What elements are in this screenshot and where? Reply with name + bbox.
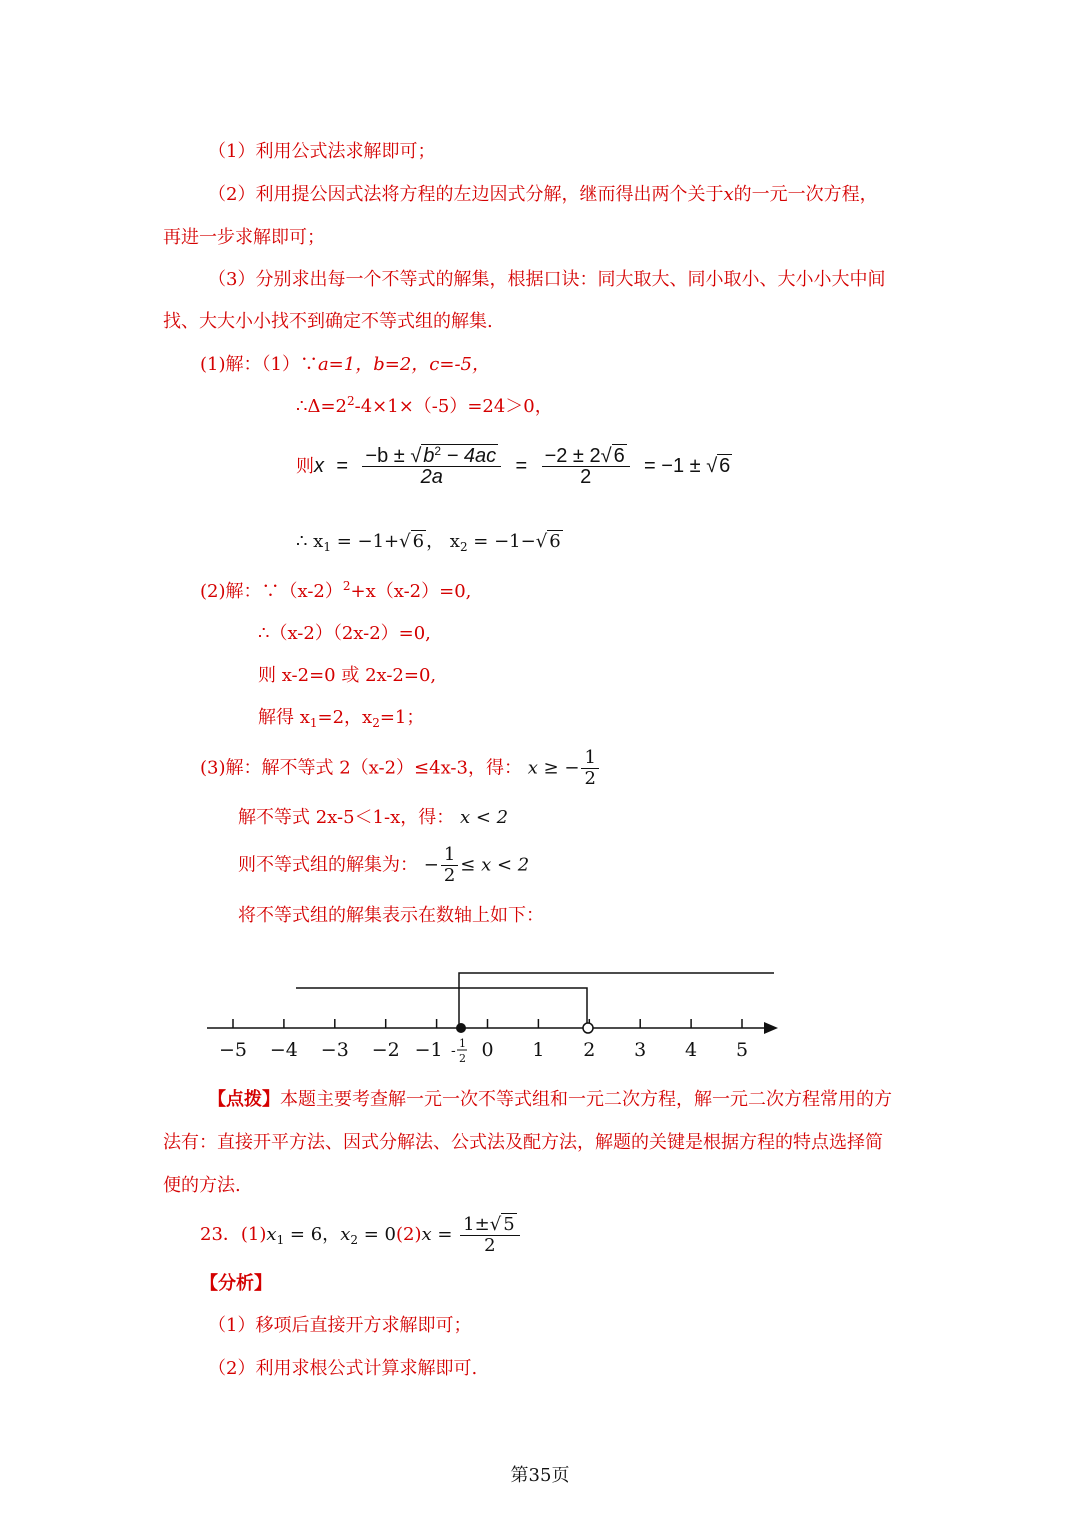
q23-val-2: = 0 <box>357 1224 396 1245</box>
half-label-sign: - <box>451 1043 456 1059</box>
sol3-l3-post: ≤ x < 2 <box>460 854 530 876</box>
q23-x: x = <box>421 1224 459 1245</box>
q23-x1: x <box>266 1224 277 1245</box>
sol1-coefficients: a=1，b=2，c=-5， <box>317 354 490 375</box>
sol1-frac-1-rad-rest: − 4ac <box>441 445 497 467</box>
sol1-frac-1: $\frac{-b \pm √ b^2 - 4ac}{2a}$ <box>362 446 501 487</box>
axis-tick-label: −3 <box>320 1039 349 1061</box>
axis-tick-label: −2 <box>371 1039 400 1061</box>
sol1-roots-sub-1: 1 <box>323 540 331 554</box>
axis-tick-label: −1 <box>414 1039 443 1061</box>
sol1-ze: 则 <box>296 456 314 477</box>
sol3-l3-half-den: 2 <box>443 865 456 886</box>
open-point <box>583 1023 593 1033</box>
sol1-eq-1: = <box>336 455 349 477</box>
half-label-num: 1 <box>459 1037 466 1050</box>
sol1-frac-2-num-a: −2 ± 2 <box>544 445 601 467</box>
sol2-line-2: ∴（x-2）（2x-2）=0, <box>258 623 431 644</box>
q23-num: 23．(1) <box>200 1224 267 1245</box>
q23-frac-rad: 5 <box>503 1213 515 1235</box>
q23-frac: $\frac{1\pm√ 5}{2}$ <box>460 1215 519 1256</box>
sol3-l3-text: 则不等式组的解集为： <box>238 854 418 876</box>
analysis-step-2-text-a: （2）利用提公因式法将方程的左边因式分解，继而得出两个关于 <box>208 184 724 205</box>
analysis-step-3-cont: 找、大大小小找不到确定不等式组的解集. <box>163 311 493 332</box>
analysis-bottom-step-2: （2）利用求根公式计算求解即可. <box>208 1358 478 1379</box>
sol2-l1-a: (2)解：∵（x-2） <box>200 581 343 602</box>
q23-frac-den: 2 <box>484 1234 496 1256</box>
sol3-line-4: 将不等式组的解集表示在数轴上如下： <box>238 905 544 926</box>
sol3-l3-half <box>441 845 458 886</box>
q23-answer <box>200 1212 522 1258</box>
analysis-bottom-title: 【分析】 <box>200 1273 272 1294</box>
analysis-step-2-var: x <box>723 184 734 205</box>
sol3-line-3 <box>238 845 529 886</box>
q23-sub-1: 1 <box>276 1233 285 1247</box>
analysis-step-2-text-b: 的一元一次方程， <box>733 184 878 205</box>
analysis-step-2 <box>208 183 878 207</box>
sol1-roots-sub-2: 2 <box>459 540 468 554</box>
sol3-l3-pre: − <box>423 854 439 876</box>
sol1-lead: (1)解：（1）∵ <box>200 354 318 375</box>
sol1-frac-2: $\frac{-2 \pm 2√ 6}{2}$ <box>542 446 630 487</box>
axis-tick-label: 3 <box>634 1039 647 1061</box>
axis-tick-label: 2 <box>583 1039 596 1061</box>
sol1-frac-1-den: 2a <box>420 466 443 488</box>
sol1-given <box>200 353 490 377</box>
sol1-roots-c: ， x <box>426 531 460 552</box>
sol1-delta-a: ∴Δ=2 <box>296 396 347 417</box>
sol2-l4-c: =1； <box>379 707 425 728</box>
sol1-quadratic-formula: 则x = $\frac{-b \pm √ b^2 - 4ac}{2a}$ = $\frac{-2 \pm 2√ 6}{2}$ = −1 ± √ 6 <box>296 444 731 488</box>
sol1-roots-a: ∴ x <box>296 531 324 552</box>
number-line-diagram <box>0 955 1080 1075</box>
sol1-roots: ∴ $x_1 = -1+√$ 6 ， $x_2 = -1-√$ 6 <box>296 531 561 554</box>
sol2-l4-a: 解得 x <box>258 707 310 728</box>
analysis-step-1: （1）利用公式法求解即可； <box>208 141 436 162</box>
tip-line-2: 法有：直接开平方法、因式分解法、公式法及配方法，解题的关键是根据方程的特点选择简 <box>163 1132 883 1153</box>
sol3-l2-result: x < 2 <box>459 807 509 828</box>
q23-x2: x <box>340 1224 351 1245</box>
sol2-line-3: 则 x-2=0 或 2x-2=0, <box>258 665 437 686</box>
sol3-l3-half-num: 1 <box>441 845 458 866</box>
sol2-l4-sub-2: 2 <box>372 716 380 730</box>
sol3-line-1 <box>200 748 601 789</box>
q23-frac-num-a: 1± <box>463 1213 490 1235</box>
sol1-frac-2-rad: 6 <box>613 445 625 467</box>
sol1-delta-b: -4×1×（-5）=24＞0， <box>354 396 553 417</box>
q23-part-2: (2) <box>395 1224 422 1245</box>
sol1-roots-d: = −1− <box>467 531 536 552</box>
sol1-eq-2: = <box>515 455 528 477</box>
axis-tick-label: 1 <box>532 1039 545 1061</box>
sol2-l1-b: +x（x-2）=0, <box>350 581 472 602</box>
sol1-frac-1-rad-b: b <box>423 445 435 467</box>
analysis-step-3: （3）分别求出每一个不等式的解集，根据口诀：同大取大、同小取小、大小小大中间 <box>208 269 886 290</box>
half-label-den: 2 <box>459 1052 466 1065</box>
axis-tick-label: 5 <box>735 1039 749 1061</box>
sol2-line-1 <box>200 580 471 604</box>
sol3-l1-result: x ≥ − <box>527 757 580 779</box>
range-bracket-lower <box>296 988 587 1028</box>
sol1-roots-rad-1: 6 <box>412 531 425 552</box>
sol1-frac-1-rad-exp: 2 <box>434 444 442 458</box>
sol1-discriminant <box>296 395 553 419</box>
sol1-delta-exp: 2 <box>347 394 355 408</box>
sol3-l1-half-num: 1 <box>581 748 598 769</box>
axis-tick-label: 4 <box>685 1039 698 1061</box>
sol2-l4-b: =2，x <box>317 707 373 728</box>
closed-point <box>456 1023 466 1033</box>
analysis-step-2-cont: 再进一步求解即可； <box>163 227 325 248</box>
tip-tag: 【点拨】 <box>208 1089 280 1110</box>
sol1-result-rad: 6 <box>719 455 731 477</box>
tip-line-1 <box>208 1088 892 1112</box>
sol3-l1-text: (3)解：解不等式 2（x-2）≤4x-3，得： <box>200 757 522 779</box>
sol1-roots-b: = −1+ <box>330 531 400 552</box>
axis-tick-label: 0 <box>481 1039 494 1061</box>
page-number: 第35页 <box>510 1465 570 1486</box>
range-bracket-upper <box>459 973 774 1028</box>
sol3-line-2 <box>238 806 508 830</box>
sol1-frac-1-num-a: −b ± <box>365 445 411 467</box>
sol1-roots-rad-2: 6 <box>549 531 561 552</box>
sol1-result: = −1 ± <box>644 455 707 477</box>
sol3-l1-half <box>581 748 598 789</box>
axis-tick-label: −5 <box>218 1039 248 1061</box>
axis-tick-label: −4 <box>269 1039 298 1061</box>
sol2-l4-sub-1: 1 <box>309 716 318 730</box>
q23-val-1: = 6， <box>284 1224 341 1245</box>
sol2-l1-exp: 2 <box>342 579 351 593</box>
sol3-l2-text: 解不等式 2x-5＜1-x，得： <box>238 807 455 828</box>
analysis-bottom-step-1: （1）移项后直接开方求解即可； <box>208 1315 472 1336</box>
sol3-l1-half-den: 2 <box>584 768 596 789</box>
tip-line-3: 便的方法. <box>163 1175 241 1196</box>
axis-arrow-icon <box>764 1022 778 1034</box>
sol1-frac-2-den: 2 <box>580 466 592 488</box>
sol2-line-4 <box>258 706 424 730</box>
tip-l1: 本题主要考查解一元一次不等式组和一元二次方程，解一元二次方程常用的方 <box>280 1089 892 1110</box>
sol1-x: x <box>314 455 324 477</box>
q23-sub-2: 2 <box>350 1233 358 1247</box>
